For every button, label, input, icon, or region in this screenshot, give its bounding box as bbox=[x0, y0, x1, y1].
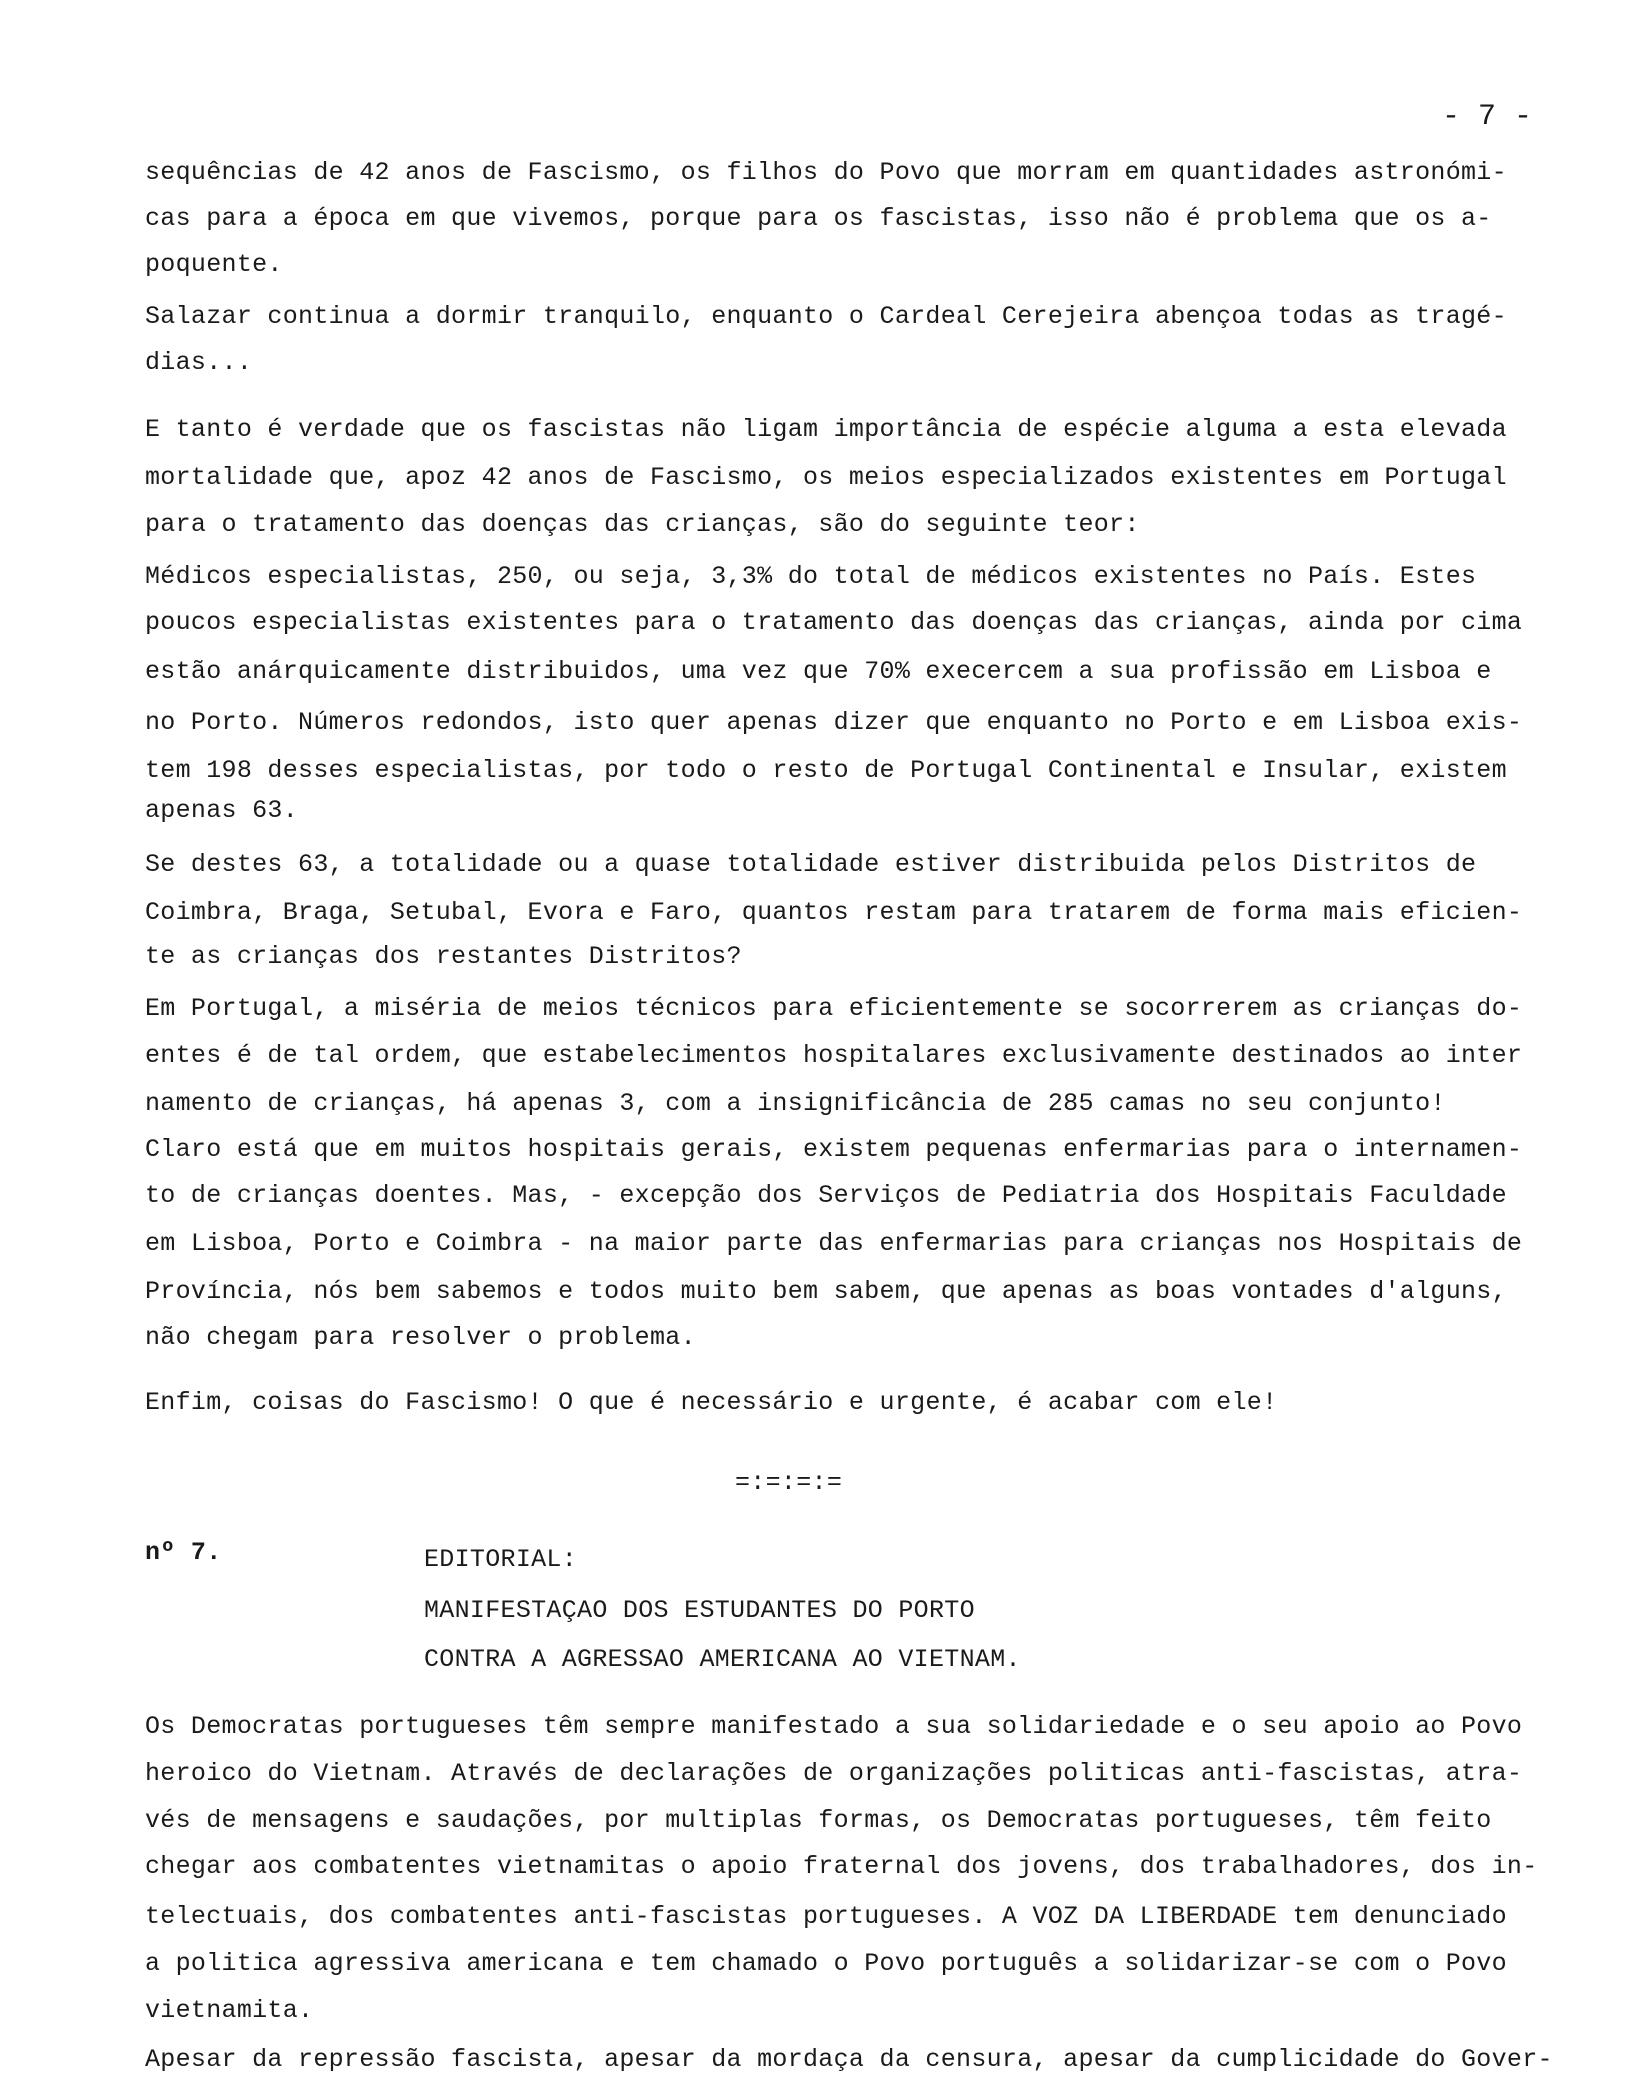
text-line: Província, nós bem sabemos e todos muito bem sabem, que apenas as boas vontades d'alguns, bbox=[145, 1277, 1507, 1306]
text-line: poquente. bbox=[145, 250, 283, 279]
editorial-title-line-2: CONTRA A AGRESSAO AMERICANA AO VIETNAM. bbox=[424, 1645, 1021, 1674]
text-line: chegar aos combatentes vietnamitas o apoio fraternal dos jovens, dos trabalhadores, dos in- bbox=[145, 1852, 1538, 1881]
text-line: sequências de 42 anos de Fascismo, os filhos do Povo que morram em quantidades astronómi- bbox=[145, 158, 1507, 187]
text-line: dias... bbox=[145, 348, 253, 377]
text-line: mortalidade que, apoz 42 anos de Fascismo, os meios especializados existentes em Portugal bbox=[145, 463, 1507, 492]
text-line: em Lisboa, Porto e Coimbra - na maior parte das enfermarias para crianças nos Hospitais de bbox=[145, 1229, 1523, 1258]
editorial-label: EDITORIAL: bbox=[424, 1545, 578, 1574]
text-line: tem 198 desses especialistas, por todo o resto de Portugal Continental e Insular, existem bbox=[145, 756, 1507, 785]
text-line: Apesar da repressão fascista, apesar da mordaça da censura, apesar da cumplicidade do Gover- bbox=[145, 2045, 1553, 2074]
text-line: estão anárquicamente distribuidos, uma vez que 70% execercem a sua profissão em Lisboa e bbox=[145, 657, 1492, 686]
text-line: E tanto é verdade que os fascistas não ligam importância de espécie alguma a esta elevada bbox=[145, 415, 1507, 444]
text-line: Coimbra, Braga, Setubal, Evora e Faro, quantos restam para tratarem de forma mais eficien- bbox=[145, 898, 1523, 927]
text-line: apenas 63. bbox=[145, 796, 299, 825]
text-line: vés de mensagens e saudações, por multiplas formas, os Democratas portugueses, têm feito bbox=[145, 1806, 1492, 1835]
text-line: namento de crianças, há apenas 3, com a insignificância de 285 camas no seu conjunto! bbox=[145, 1089, 1446, 1118]
text-line: para o tratamento das doenças das crianças, são do seguinte teor: bbox=[145, 510, 1140, 539]
text-line: a politica agressiva americana e tem chamado o Povo português a solidarizar-se com o Povo bbox=[145, 1949, 1507, 1978]
text-line: heroico do Vietnam. Através de declarações de organizações politicas anti-fascistas, atra- bbox=[145, 1759, 1523, 1788]
text-line: poucos especialistas existentes para o tratamento das doenças das crianças, ainda por cima bbox=[145, 608, 1523, 637]
text-line: no Porto. Números redondos, isto quer apenas dizer que enquanto no Porto e em Lisboa exis- bbox=[145, 708, 1523, 737]
text-line: Claro está que em muitos hospitais gerais, existem pequenas enfermarias para o internamen- bbox=[145, 1135, 1523, 1164]
text-line: Se destes 63, a totalidade ou a quase totalidade estiver distribuida pelos Distritos de bbox=[145, 850, 1477, 879]
text-line: Enfim, coisas do Fascismo! O que é necessário e urgente, é acabar com ele! bbox=[145, 1388, 1278, 1417]
text-line: te as crianças dos restantes Distritos? bbox=[145, 942, 742, 971]
editorial-title-line-1: MANIFESTAÇAO DOS ESTUDANTES DO PORTO bbox=[424, 1596, 975, 1625]
page-number: - 7 - bbox=[1441, 100, 1532, 134]
article-number: nº 7. bbox=[145, 1538, 222, 1567]
section-separator: =:=:=:= bbox=[735, 1468, 843, 1497]
text-line: Médicos especialistas, 250, ou seja, 3,3% do total de médicos existentes no País. Estes bbox=[145, 562, 1477, 591]
text-line: cas para a época em que vivemos, porque para os fascistas, isso não é problema que os a- bbox=[145, 204, 1492, 233]
text-line: to de crianças doentes. Mas, - excepção dos Serviços de Pediatria dos Hospitais Faculdade bbox=[145, 1181, 1507, 1210]
text-line: Salazar continua a dormir tranquilo, enquanto o Cardeal Cerejeira abençoa todas as tragé- bbox=[145, 302, 1507, 331]
text-line: vietnamita. bbox=[145, 1996, 314, 2025]
text-line: Os Democratas portugueses têm sempre manifestado a sua solidariedade e o seu apoio ao Povo bbox=[145, 1712, 1523, 1741]
text-line: entes é de tal ordem, que estabelecimentos hospitalares exclusivamente destinados ao inter bbox=[145, 1041, 1523, 1070]
text-line: telectuais, dos combatentes anti-fascistas portugueses. A VOZ DA LIBERDADE tem denunciado bbox=[145, 1902, 1507, 1931]
text-line: não chegam para resolver o problema. bbox=[145, 1323, 696, 1352]
text-line: Em Portugal, a miséria de meios técnicos para eficientemente se socorrerem as crianças do- bbox=[145, 994, 1523, 1023]
